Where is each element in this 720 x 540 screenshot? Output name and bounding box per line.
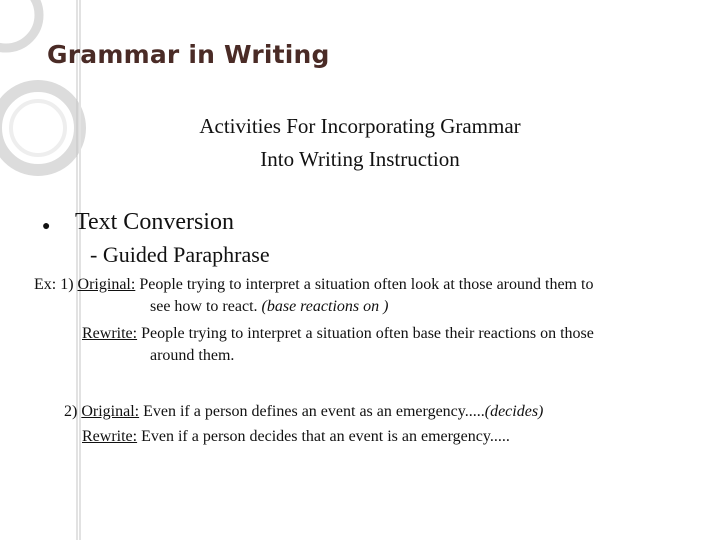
example-1-rewrite-line xyxy=(82,323,594,345)
subtitle-line-1: Activities For Incorporating Grammar xyxy=(199,114,521,138)
example-1-original-text-2: see how to react. xyxy=(150,298,258,315)
sub-bullet-text: - Guided Paraphrase xyxy=(90,242,270,267)
example-1-number: 1) xyxy=(60,276,74,293)
example-1-original-line xyxy=(34,274,593,296)
example-1-rewrite-line-2: around them. xyxy=(150,347,235,364)
example-2-original-line xyxy=(64,401,543,423)
bullet-dot-icon: ● xyxy=(42,219,51,234)
example-1-rewrite-label: Rewrite: xyxy=(82,325,138,342)
slide-subtitle xyxy=(100,110,620,176)
example-1-original-text: People trying to interpret a situation often look at those around them to xyxy=(139,276,594,293)
ring-decoration-icon xyxy=(0,0,110,540)
example-2-number: 2) xyxy=(64,403,78,420)
example-1-original-line-2 xyxy=(150,296,388,318)
example-2-original-text: Even if a person defines an event as an emergency..... xyxy=(143,403,485,420)
slide-title: Grammar in Writing xyxy=(47,40,330,69)
example-2-rewrite-text: Even if a person decides that an event is an emergency..... xyxy=(141,428,510,445)
subtitle-line-2: Into Writing Instruction xyxy=(260,147,460,171)
example-1-rewrite-text: People trying to interpret a situation often base their reactions on those xyxy=(141,325,594,342)
example-2-rewrite-label: Rewrite: xyxy=(82,428,138,445)
example-2-hint: (decides) xyxy=(484,403,544,420)
bullet-text: Text Conversion xyxy=(75,209,234,235)
example-label: Ex: xyxy=(34,276,57,293)
example-1-hint: (base reactions on ) xyxy=(261,298,389,315)
example-2-rewrite-line xyxy=(82,426,510,448)
example-1-original-label: Original: xyxy=(77,276,136,293)
example-2-original-label: Original: xyxy=(81,403,140,420)
